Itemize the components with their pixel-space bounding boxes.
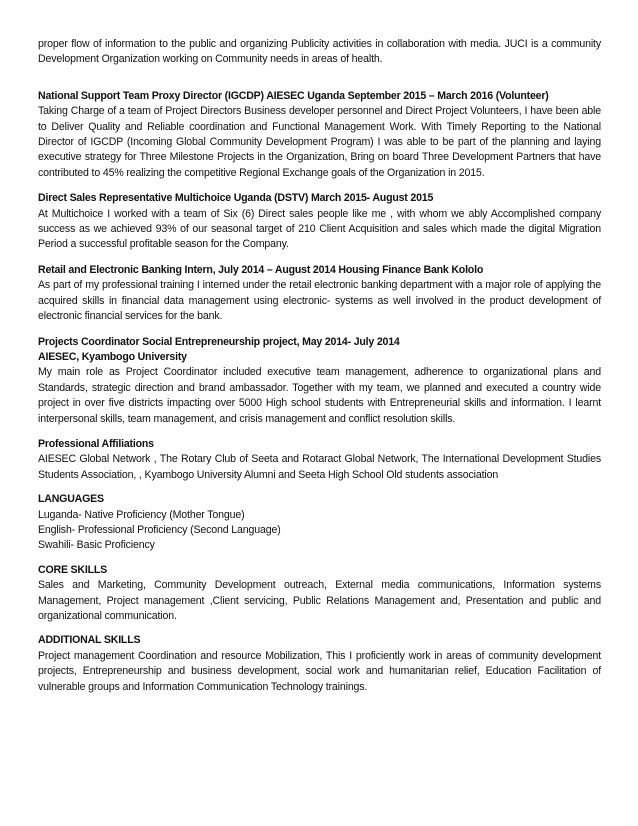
language-item: Swahili- Basic Proficiency: [38, 539, 155, 552]
experience-title: Direct Sales Representative Multichoice Uganda (DSTV) March 2015- August 2015: [38, 192, 434, 205]
additional-skills-heading: ADDITIONAL SKILLS: [38, 634, 141, 647]
experience-description: Taking Charge of a team of Project Directors Business developer personnel and Direct Project Volunteers, I have been able to Deliver Quality and Reliable coordination and Functional Management Work. With Timely Reporting to the National Director of IGCDP (Incoming Global Community Development Program) I was able to be part of the planning and laying executive strategy for Three Milestone Projects in the Organization, Bring on board Three Development Partners that have contributed to 45% realizing the competitive Regional Exchange goals of the Organization in 2015.: [38, 105, 601, 179]
additional-skills-section: [38, 633, 601, 695]
affiliations-section: [38, 437, 601, 483]
languages-heading: LANGUAGES: [38, 493, 104, 506]
affiliations-heading: Professional Affiliations: [38, 437, 154, 450]
core-skills-text: Sales and Marketing, Community Development outreach, External media communications, Information systems Management, Project management ,Client servicing, Public Relations Management and, Presentation and public and organizational communication.: [38, 579, 601, 622]
core-skills-heading: CORE SKILLS: [38, 563, 108, 576]
resume-page: [38, 37, 601, 695]
experience-entry-housing-finance: [38, 263, 601, 325]
language-item: English- Professional Proficiency (Second Language): [38, 523, 281, 536]
languages-section: [38, 492, 601, 554]
experience-entry-multichoice: [38, 191, 601, 253]
experience-subtitle: AIESEC, Kyambogo University: [38, 350, 187, 363]
experience-entry-aiesec-kyambogo: [38, 335, 601, 427]
intro-paragraph: proper flow of information to the public and organizing Publicity activities in collaboration with media. JUCI is a community Development Organization working on Community needs in areas of health.: [38, 38, 601, 66]
additional-skills-text: Project management Coordination and resource Mobilization, This I proficiently work in areas of community development projects, Entrepreneurship and business development, social work and humanitarian relief, Education Facilitation of vulnerable groups and Information Communication Technology trainings.: [38, 649, 601, 693]
core-skills-section: [38, 563, 601, 625]
affiliations-text: AIESEC Global Network , The Rotary Club of Seeta and Rotaract Global Network, The International Development Studies Students Association, , Kyambogo University Alumni and Seeta High School Old students association: [38, 453, 601, 481]
language-item: Luganda- Native Proficiency (Mother Tongue): [38, 508, 245, 521]
experience-title: Retail and Electronic Banking Intern, July 2014 – August 2014 Housing Finance Bank Kololo: [38, 263, 484, 276]
experience-title: National Support Team Proxy Director (IGCDP) AIESEC Uganda September 2015 – March 2016 (Volunteer): [38, 89, 549, 102]
experience-description: At Multichoice I worked with a team of Six (6) Direct sales people like me , with whom we ably Accomplished company success as we achieved 93% of our seasonal target of 210 Client Acquisition and sales which made the digital Migration Period a successful profitable season for the Company.: [38, 207, 601, 251]
experience-entry-igcdp: [38, 89, 601, 181]
experience-description: As part of my professional training I interned under the retail electronic banking department with a major role of applying the acquired skills in financial data management using electronic- systems as well involved in the product development of electronic financial services for the bank.: [38, 279, 601, 323]
experience-description: My main role as Project Coordinator included executive team management, adherence to organizational plans and Standards, strategic direction and brand ambassador. Together with my team, we planned and executed a country wide project in over five districts impacting over 5000 High school students with Entrepreneurial skills and information. I learnt interpersonal skills, team management, and crisis management and conflict resolution skills.: [38, 366, 601, 425]
experience-title: Projects Coordinator Social Entrepreneurship project, May 2014- July 2014: [38, 335, 400, 348]
